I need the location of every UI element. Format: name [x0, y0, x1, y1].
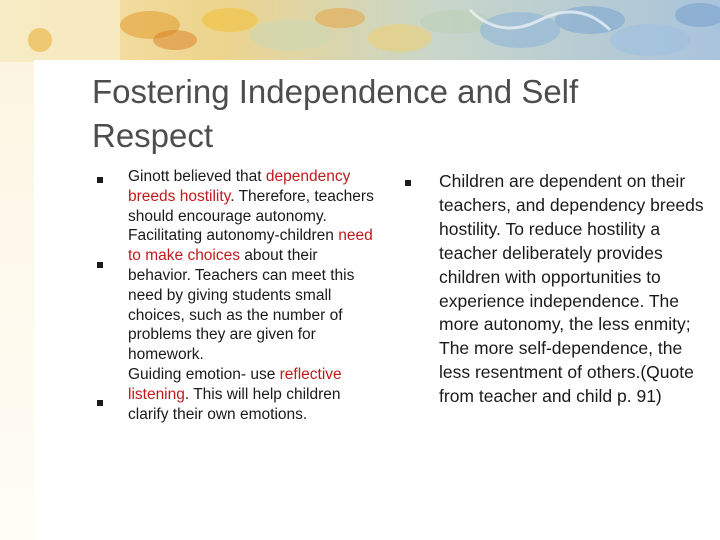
floral-banner-image [0, 0, 720, 62]
quote-text: Children are dependent on their teachers, and dependency breeds hostility. To reduce hostility a teacher deliberately provides children with opportunities to experience independence. The more autonomy, the less enmity; The more self-dependence, the less resentment of others.(Quote from teacher and child p. 91) [439, 171, 704, 407]
slide-title: Fostering Independence and Self Respect [92, 73, 579, 154]
bullet-marker [405, 180, 411, 186]
bullet-marker [97, 400, 103, 406]
right-bullet-quote [439, 170, 709, 409]
emphasis-text: need to make choices [128, 227, 373, 265]
bullet-item-dependency: Ginott believed that dependency breeds hostility. Therefore, teachers should encourage autonomy. [128, 168, 374, 225]
emphasis-text: dependency breeds hostility [128, 168, 351, 205]
bullet-item-autonomy: Facilitating autonomy-children need to make choices about their behavior. Teachers can meet this need by giving students small choices, such as the number of problems they are given for homework. [128, 227, 373, 364]
emphasis-text: reflective listening [128, 365, 342, 403]
left-bullet-list [128, 167, 383, 424]
bullet-marker [97, 177, 103, 183]
bullet-item-guiding-emotion: Guiding emotion- use reflective listening. This will help children clarify their own emotions. [128, 365, 342, 423]
bullet-marker [97, 262, 103, 268]
